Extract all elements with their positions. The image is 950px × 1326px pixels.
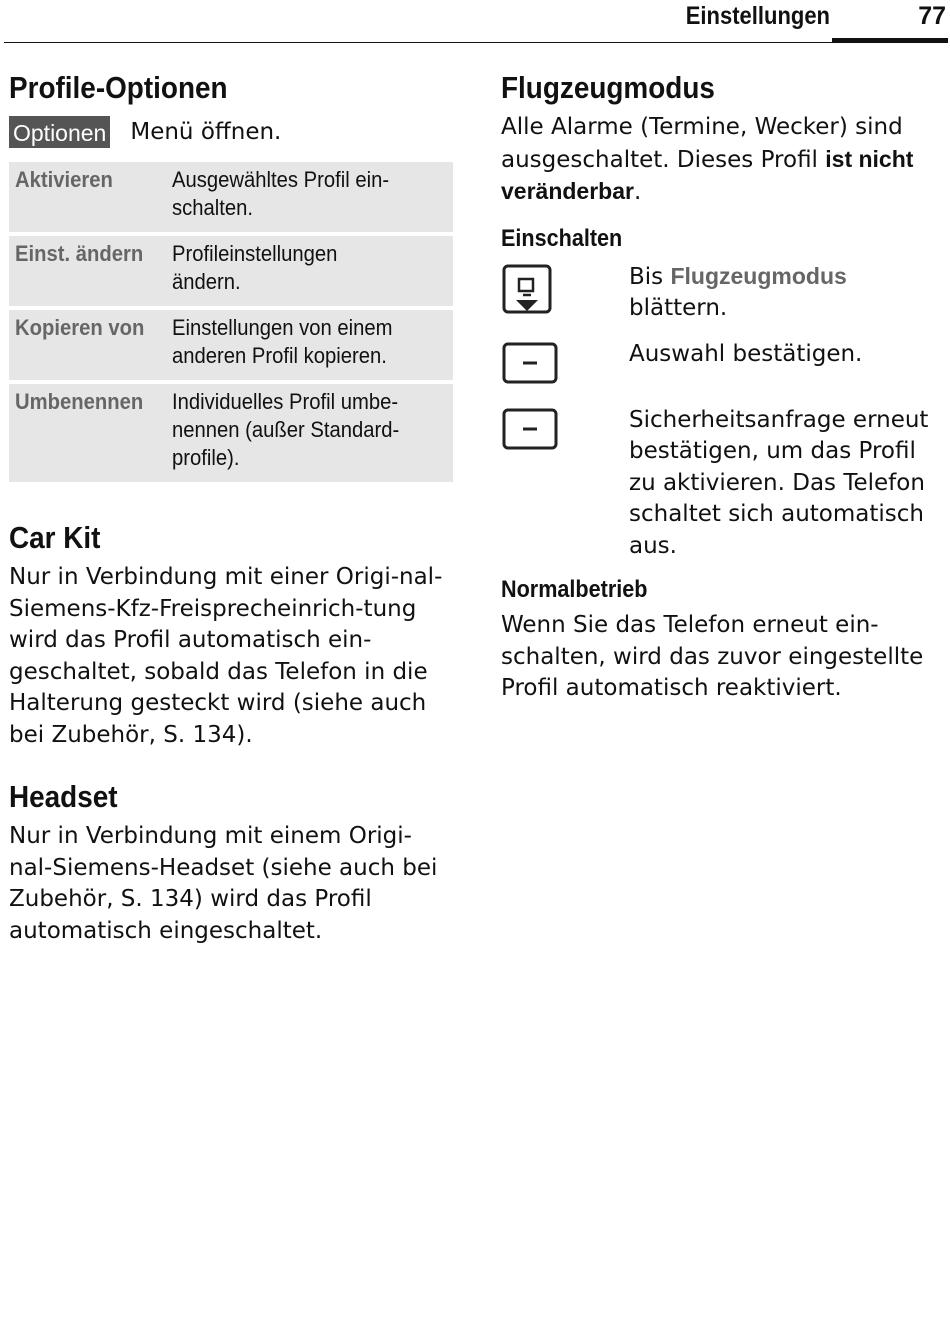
- nav-scroll-down-icon: [501, 261, 629, 325]
- page-header: [0, 0, 950, 50]
- softkey-icon: [501, 339, 629, 391]
- header-bar: [832, 38, 948, 43]
- switch-on-heading: Einschalten: [501, 224, 623, 252]
- options-softkey: Optionen: [9, 116, 110, 148]
- option-key: Einst. ändern: [9, 236, 166, 306]
- profile-options-heading: Profile-Optionen: [9, 70, 228, 105]
- step-text: Auswahl bestätigen.: [629, 340, 863, 367]
- header-rule: [4, 42, 948, 43]
- normal-mode-text: Wenn Sie das Telefon erneut ein-schalten, wird das zuvor eingestellte Profil automatisch reaktiviert.: [501, 612, 924, 701]
- headset-text: Nur in Verbindung mit einem Origi-nal-Siemens-Headset (siehe auch bei Zubehör, S. 134) wird das Profil automatisch eingeschaltet.: [9, 823, 438, 944]
- table-row: [9, 162, 453, 232]
- option-value: Einstellungen von einem anderen Profil kopieren.: [166, 310, 453, 380]
- softkey-row: [9, 112, 453, 152]
- car-kit-text: Nur in Verbindung mit einer Origi-nal-Siemens-Kfz-Freisprecheinrich-tung wird das Profil automatisch ein-geschaltet, sobald das Telefon in die Halterung gesteckt wird (siehe auch bei Zubehör, S. 134).: [9, 564, 443, 748]
- option-key: Aktivieren: [9, 162, 166, 232]
- option-key: Umbenennen: [9, 384, 166, 482]
- right-column: [501, 66, 945, 705]
- headset-heading: Headset: [9, 779, 118, 814]
- option-value: Ausgewähltes Profil ein-schalten.: [166, 162, 453, 232]
- softkey-icon: [501, 405, 629, 563]
- section-title: Einstellungen: [685, 2, 830, 30]
- car-kit-heading: Car Kit: [9, 520, 101, 555]
- table-row: [9, 384, 453, 482]
- step-confirm-again: [501, 405, 945, 563]
- option-value: Profileinstellungen ändern.: [166, 236, 453, 306]
- softkey-description: Menü öffnen.: [130, 119, 282, 145]
- option-value: Individuelles Profil umbe-nennen (außer Standard-profile).: [166, 384, 453, 482]
- options-table: [9, 158, 453, 486]
- left-column: [9, 66, 453, 947]
- normal-mode-heading: Normalbetrieb: [501, 576, 648, 603]
- flight-mode-heading: Flugzeugmodus: [501, 70, 715, 105]
- step-confirm: [501, 339, 945, 391]
- step-text: Bis Flugzeugmodus blättern.: [629, 262, 847, 321]
- option-key: Kopieren von: [9, 310, 166, 380]
- step-scroll: [501, 261, 945, 325]
- table-row: [9, 310, 453, 380]
- page-number: 77: [918, 2, 946, 30]
- flight-mode-intro: Alle Alarme (Termine, Wecker) sind ausgeschaltet. Dieses Profil ist nicht veränderbar.: [501, 114, 914, 205]
- table-row: [9, 236, 453, 306]
- step-text: Sicherheitsanfrage erneut bestätigen, um das Profil zu aktivieren. Das Telefon schaltet sich automatisch aus.: [629, 406, 929, 559]
